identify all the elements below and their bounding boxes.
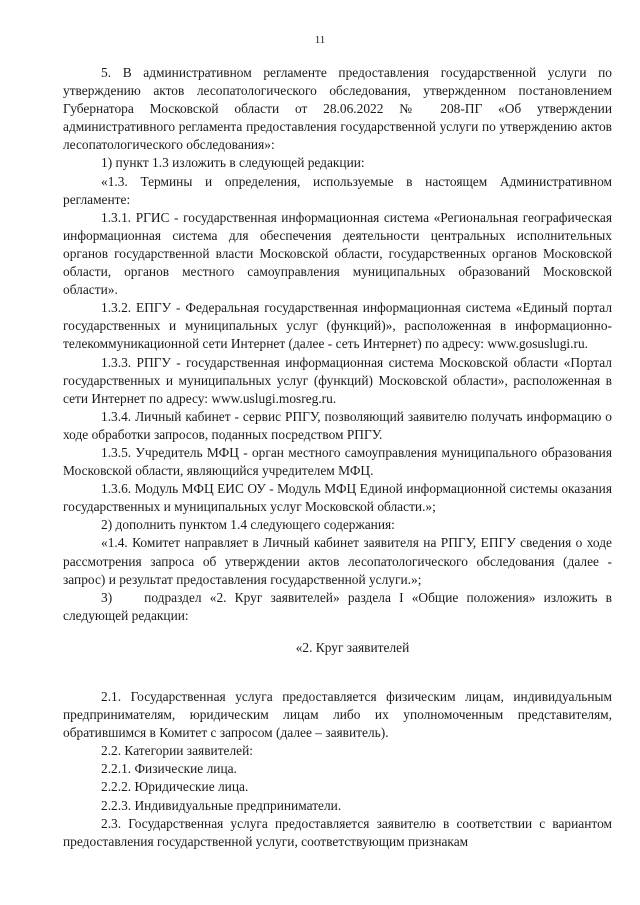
paragraph-subitem-3 bbox=[63, 589, 612, 625]
paragraph-1-3-3: 1.3.3. РПГУ - государственная информационная система Московской области «Портал государственных и муниципальных услуг (функций) Московской области», расположенная в сети Интернет по адресу: www.uslugi.mosreg.ru. bbox=[63, 354, 612, 406]
paragraph-2-1: 2.1. Государственная услуга предоставляется физическим лицам, индивидуальным предпринимателям, юридическим лицам либо их уполномоченным представителям, обратившимся в Комитет с запросом (далее – заявитель). bbox=[63, 689, 612, 741]
paragraph-2-2-3: 2.2.3. Индивидуальные предприниматели. bbox=[101, 797, 342, 813]
paragraph-subitem-1: 1) пункт 1.3 изложить в следующей редакции: bbox=[101, 155, 365, 171]
paragraph-subitem-2: 2) дополнить пунктом 1.4 следующего содержания: bbox=[101, 517, 395, 533]
paragraph-1-3-6: 1.3.6. Модуль МФЦ ЕИС ОУ - Модуль МФЦ Единой информационной системы оказания государственных и муниципальных услуг Московской области.»; bbox=[63, 481, 612, 515]
document-body bbox=[63, 64, 612, 851]
paragraph-2-2: 2.2. Категории заявителей: bbox=[101, 743, 253, 759]
paragraph-item-5: 5. В административном регламенте предоставления государственной услуги по утверждению актов лесопатологического обследования, утвержденном постановлением Губернатора Московской области от 28.06.2022 № 208-ПГ «Об утверждении административного регламента предоставления государственной услуги по утверждению актов лесопатологического обследования»: bbox=[63, 65, 612, 153]
subitem-3-number: 3) bbox=[101, 589, 113, 605]
paragraph-2-3: 2.3. Государственная услуга предоставляется заявителю в соответствии с вариантом предоставления государственной услуги, соответствующим признакам bbox=[63, 815, 612, 849]
paragraph-1-3-5: 1.3.5. Учредитель МФЦ - орган местного самоуправления муниципального образования Московской области, являющийся учредителем МФЦ. bbox=[63, 444, 612, 479]
paragraph-2-2-2: 2.2.2. Юридические лица. bbox=[101, 779, 249, 795]
paragraph-2-2-1: 2.2.1. Физические лица. bbox=[101, 761, 237, 777]
subitem-3-text: подраздел «2. Круг заявителей» раздела I «Общие положения» изложить в следующей редакции: bbox=[63, 589, 612, 623]
paragraph-1-3-2: 1.3.2. ЕПГУ - Федеральная государственная информационная система «Единый портал государственных и муниципальных услуг (функций)», расположенная в информационно-телекоммуникационной сети Интернет (далее - сеть Интернет) по адресу: www.gosuslugi.ru. bbox=[63, 300, 612, 352]
page-number: 11 bbox=[314, 34, 326, 46]
section-heading: «2. Круг заявителей bbox=[295, 639, 410, 655]
paragraph-1-3-1: 1.3.1. РГИС - государственная информационная система «Региональная географическая информационная система для обеспечения деятельности центральных исполнительных органов государственной власти Московской области, государственных органов Московской области, органов местного самоуправления муниципальных образований Московской области». bbox=[63, 209, 612, 298]
paragraph-1-3-4: 1.3.4. Личный кабинет - сервис РПГУ, позволяющий заявителю получать информацию о ходе обработки запросов, поданных посредством РПГУ. bbox=[63, 408, 612, 442]
paragraph-1-3: «1.3. Термины и определения, используемые в настоящем Административном регламенте: bbox=[63, 173, 612, 207]
paragraph-1-4: «1.4. Комитет направляет в Личный кабинет заявителя на РПГУ, ЕПГУ сведения о ходе рассмотрения запроса об утверждении актов лесопатологического обследования (далее - запрос) и результат предоставления государственной услуги.»; bbox=[63, 535, 612, 587]
